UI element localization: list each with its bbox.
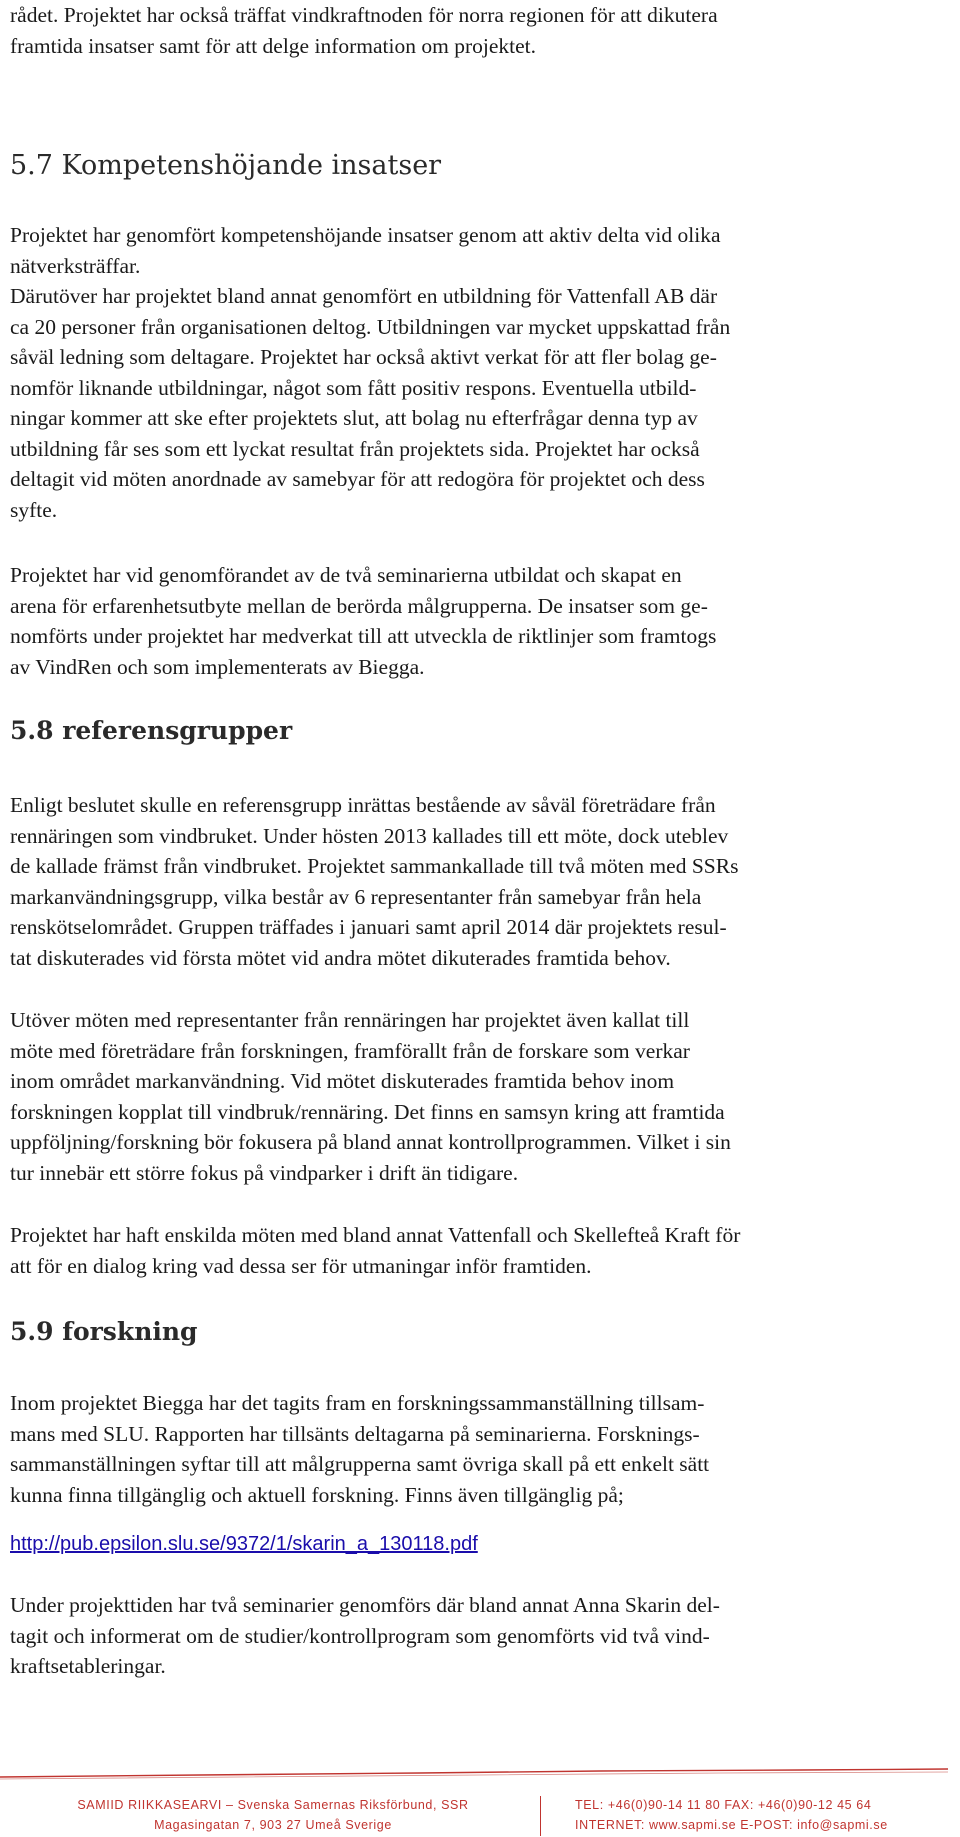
heading-5-9: 5.9 forskning xyxy=(10,1317,198,1346)
text-line: möte med företrädare från forskningen, framförallt från de forskare som verkar xyxy=(10,1038,690,1063)
text-line: tat diskuterades vid första mötet vid andra mötet dikuterades framtida behov. xyxy=(10,945,671,970)
text-line: Därutöver har projektet bland annat genomfört en utbildning för Vattenfall AB där xyxy=(10,284,718,308)
text-line: utbildning får ses som ett lyckat resultat från projektets sida. Projektet har också xyxy=(10,436,700,461)
text-line: de kallade främst från vindbruket. Projektet sammankallade till två möten med SSRs xyxy=(10,854,739,878)
text-line: nomför liknande utbildningar, något som fått positiv respons. Eventuella utbild- xyxy=(10,375,697,400)
text-line: Enligt beslutet skulle en referensgrupp inrättas bestående av såväl företrädare från xyxy=(10,793,716,817)
text-line: forskningen kopplat till vindbruk/rennäring. Det finns en samsyn kring att framtida xyxy=(10,1099,725,1124)
footer-street: Magasingatan 7, 903 27 Umeå Sverige xyxy=(154,1818,392,1832)
footer-contact xyxy=(575,1795,955,1835)
paragraph-5-7-a xyxy=(10,220,928,525)
text-line: rennäringen som vindbruket. Under hösten 2013 kallades till ett möte, dock uteblev xyxy=(10,823,729,848)
text-line: såväl ledning som deltagare. Projektet har också aktivt verkat för att fler bolag ge- xyxy=(10,345,717,369)
heading-5-7: 5.7 Kompetenshöjande insatser xyxy=(10,150,442,181)
text-line: framtida insatser samt för att delge information om projektet. xyxy=(10,33,536,58)
paragraph-5-9-b xyxy=(10,1590,928,1682)
text-line: tagit och informerat om de studier/kontrollprogram som genomförts vid två vind- xyxy=(10,1623,710,1648)
text-line: nomförts under projektet har medverkat till att utveckla de riktlinjer som framtogs xyxy=(10,624,717,648)
text-line: att för en dialog kring vad dessa ser för utmaningar inför framtiden. xyxy=(10,1253,592,1278)
paragraph-5-8-c xyxy=(10,1220,928,1281)
text-line: nätverksträffar. xyxy=(10,253,141,278)
text-line: markanvändningsgrupp, vilka består av 6 representanter från samebyar från hela xyxy=(10,884,702,909)
text-line: sammanställningen syftar till att målgrupperna samt övriga skall på ett enkelt sätt xyxy=(10,1452,710,1476)
paragraph-intro xyxy=(10,0,928,61)
research-link[interactable]: http://pub.epsilon.slu.se/9372/1/skarin_a_130118.pdf xyxy=(10,1533,478,1555)
text-line: Inom projektet Biegga har det tagits fram en forskningssammanställning tillsam- xyxy=(10,1391,705,1415)
footer-decorative-line xyxy=(0,1763,960,1781)
text-line: rådet. Projektet har också träffat vindkraftnoden för norra regionen för att dikutera xyxy=(10,3,718,27)
footer-divider xyxy=(540,1796,541,1836)
text-line: uppföljning/forskning bör fokusera på bland annat kontrollprogrammen. Vilket i sin xyxy=(10,1130,731,1154)
paragraph-5-8-a xyxy=(10,790,928,973)
text-line: Utöver möten med representanter från rennäringen har projektet även kallat till xyxy=(10,1008,690,1032)
footer-address xyxy=(38,1795,508,1835)
link-line xyxy=(10,1533,928,1556)
paragraph-5-9-a xyxy=(10,1388,928,1510)
text-line: arena för erfarenhetsutbyte mellan de berörda målgrupperna. De insatser som ge- xyxy=(10,593,708,618)
text-line: syfte. xyxy=(10,497,58,522)
text-line: renskötselområdet. Gruppen träffades i januari samt april 2014 där projektets resul- xyxy=(10,915,727,939)
text-line: kunna finna tillgänglig och aktuell forskning. Finns även tillgänglig på; xyxy=(10,1482,624,1507)
text-line: av VindRen och som implementerats av Biegga. xyxy=(10,654,425,679)
paragraph-5-7-b xyxy=(10,560,928,682)
text-line: Projektet har vid genomförandet av de två seminarierna utbildat och skapat en xyxy=(10,563,682,587)
text-line: tur innebär ett större fokus på vindparker i drift än tidigare. xyxy=(10,1160,519,1185)
heading-5-8: 5.8 referensgrupper xyxy=(10,716,293,745)
text-line: ningar kommer att ske efter projektets slut, att bolag nu efterfrågar denna typ av xyxy=(10,406,698,430)
text-line: mans med SLU. Rapporten har tillsänts deltagarna på seminarierna. Forsknings- xyxy=(10,1421,700,1446)
text-line: kraftsetableringar. xyxy=(10,1654,166,1678)
text-line: Under projekttiden har två seminarier genomförs där bland annat Anna Skarin del- xyxy=(10,1593,720,1617)
text-line: ca 20 personer från organisationen deltog. Utbildningen var mycket uppskattad från xyxy=(10,314,731,339)
paragraph-5-8-b xyxy=(10,1005,928,1188)
footer-web: INTERNET: www.sapmi.se E-POST: info@sapmi.se xyxy=(575,1818,888,1832)
text-line: Projektet har genomfört kompetenshöjande insatser genom att aktiv delta vid olika xyxy=(10,223,721,247)
footer-org: SAMIID RIIKKASEARVI – Svenska Samernas Riksförbund, SSR xyxy=(77,1798,469,1812)
text-line: Projektet har haft enskilda möten med bland annat Vattenfall och Skellefteå Kraft för xyxy=(10,1223,741,1247)
text-line: inom området markanvändning. Vid mötet diskuterades framtida behov inom xyxy=(10,1069,675,1093)
text-line: deltagit vid möten anordnade av samebyar för att redogöra för projektet och dess xyxy=(10,467,705,491)
footer-phone: TEL: +46(0)90-14 11 80 FAX: +46(0)90-12 45 64 xyxy=(575,1798,872,1812)
